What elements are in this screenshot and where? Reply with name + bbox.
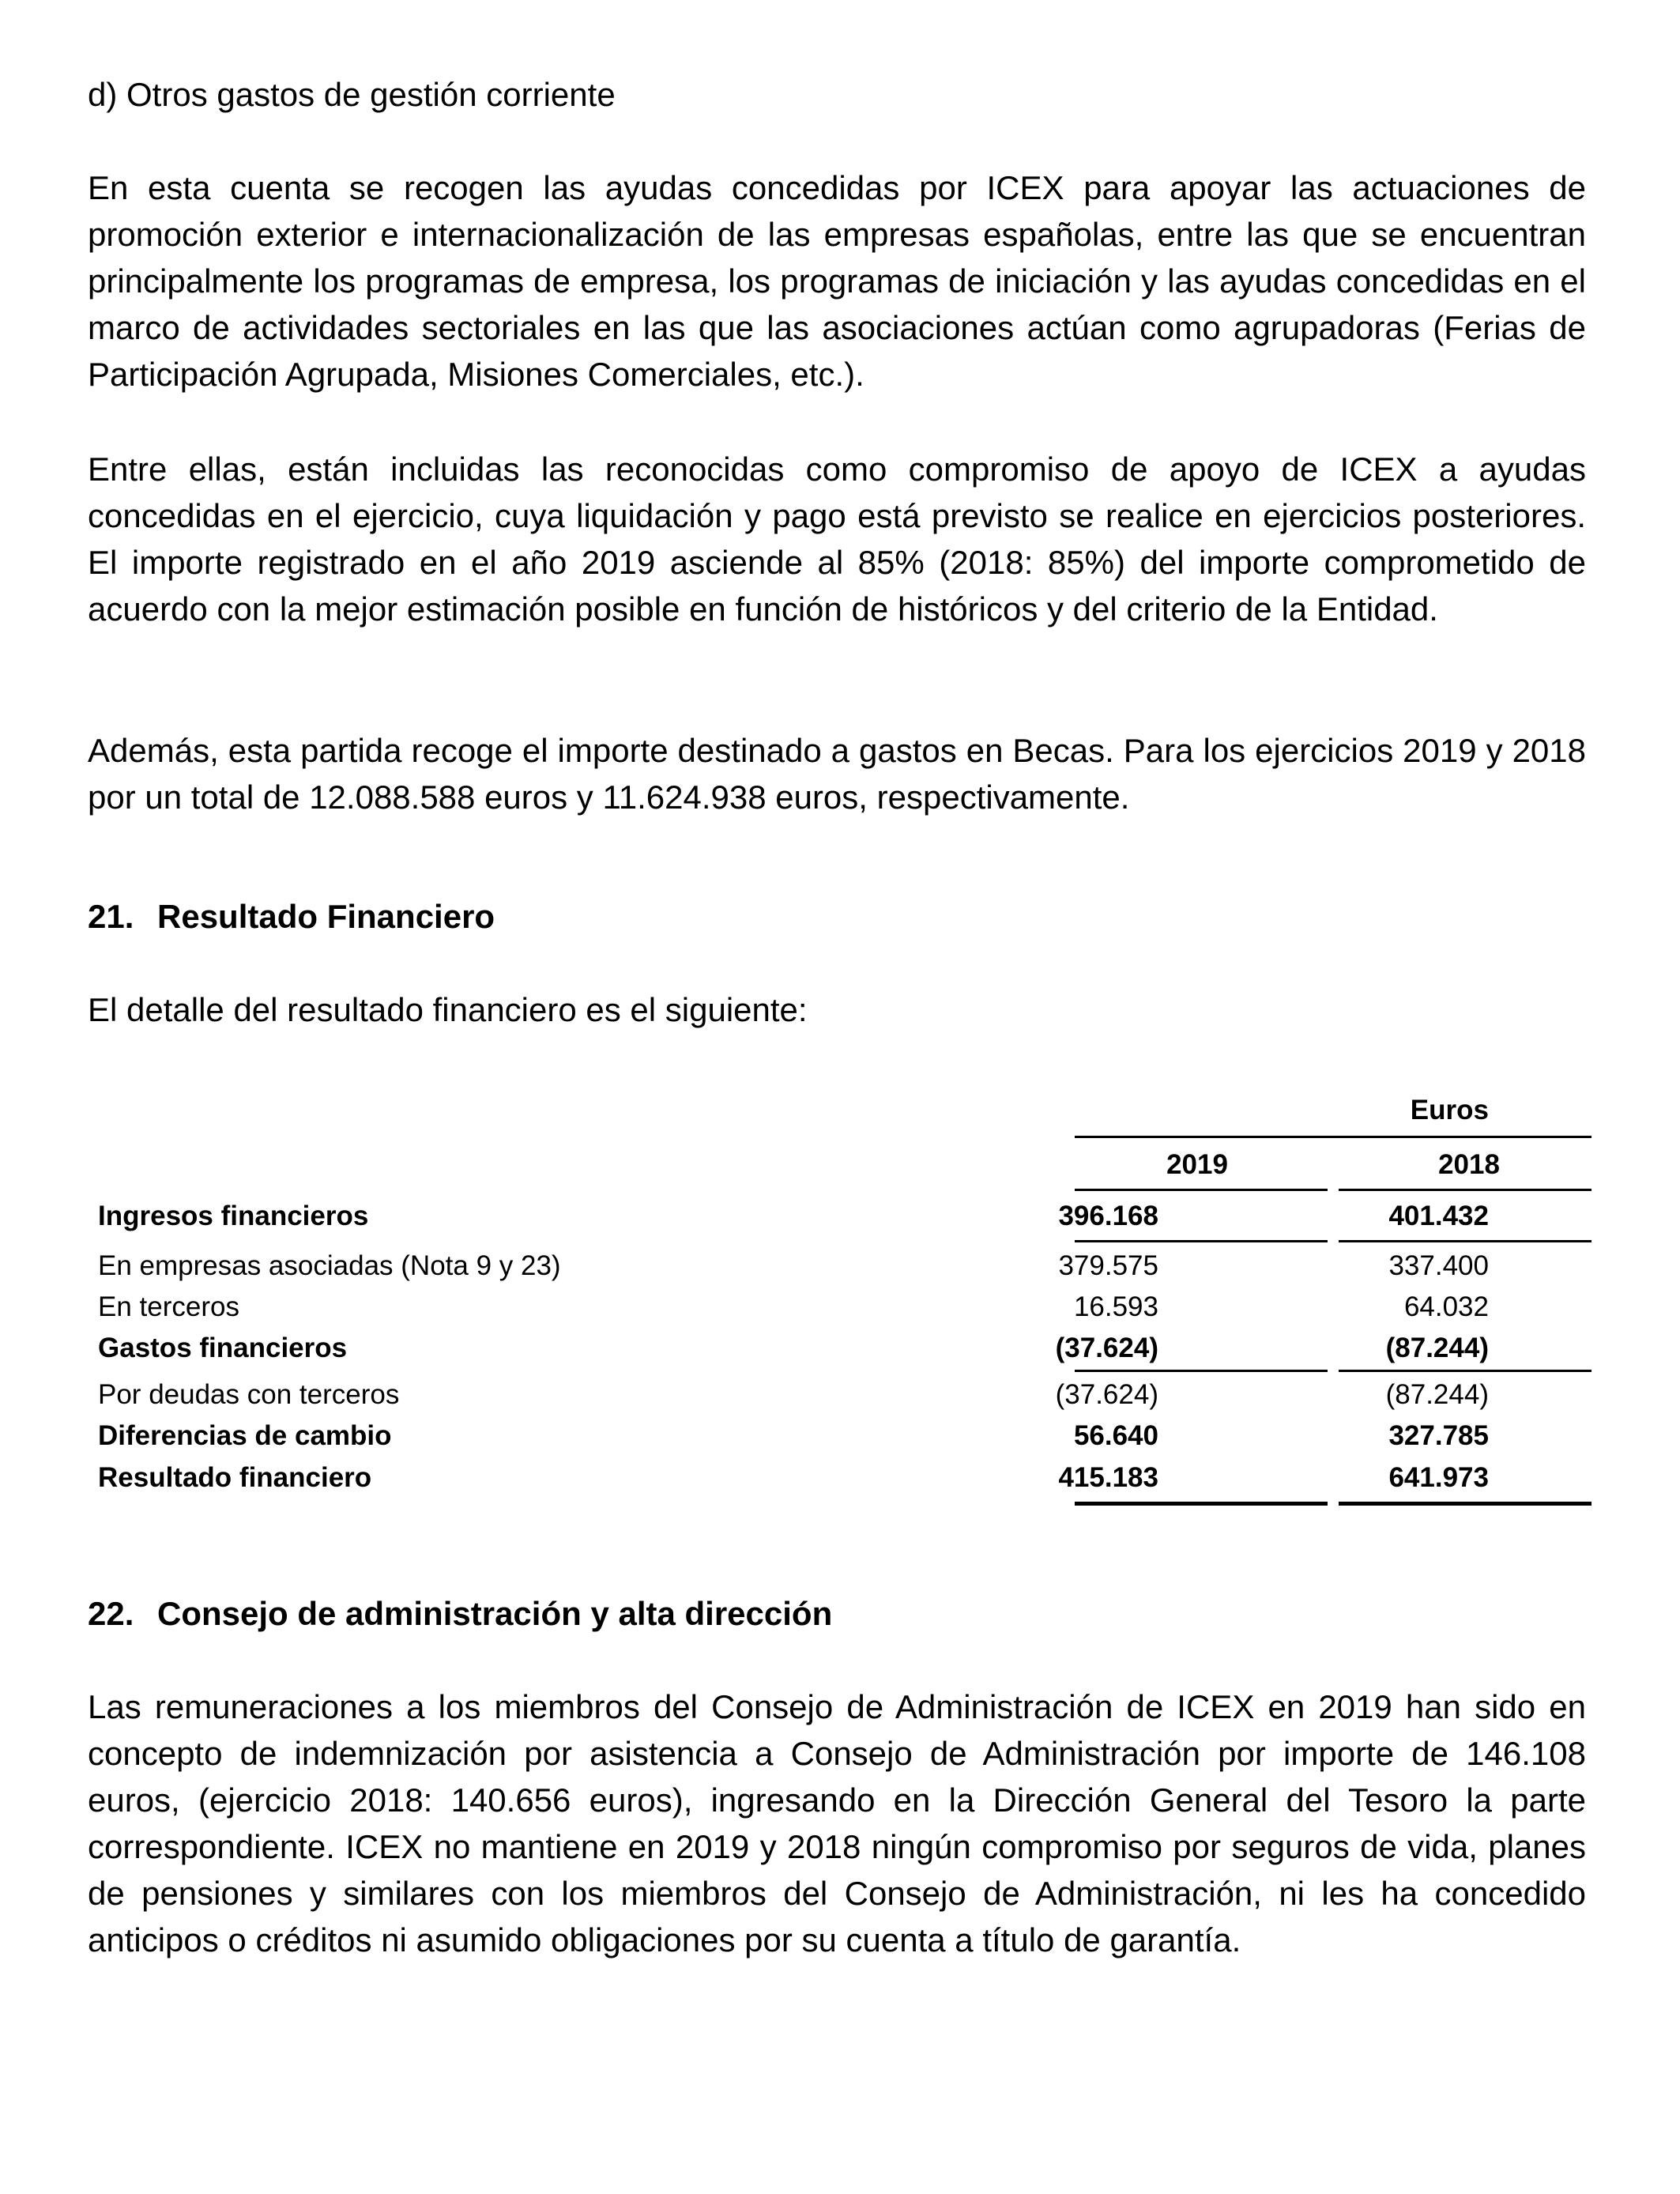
- table-intro: El detalle del resultado financiero es el siguiente:: [88, 991, 808, 1028]
- value-2018-cambio: 327.785: [1388, 1420, 1489, 1451]
- currency-label: Euros: [1410, 1095, 1489, 1125]
- value-2019-resultado: 415.183: [1058, 1462, 1158, 1493]
- section-title: Consejo de administración y alta dirección: [157, 1595, 833, 1632]
- value-2018-deudas: (87.244): [1385, 1379, 1489, 1410]
- value-2018-ingresos: 401.432: [1388, 1201, 1489, 1231]
- row-label-cambio: Diferencias de cambio: [98, 1420, 392, 1451]
- year-header-2018: 2018: [1438, 1149, 1500, 1180]
- value-2019-deudas: (37.624): [1055, 1379, 1158, 1410]
- value-2019-ingresos: 396.168: [1058, 1201, 1158, 1231]
- value-2019-asociadas: 379.575: [1058, 1250, 1158, 1281]
- section-title: Resultado Financiero: [157, 898, 495, 935]
- paragraph-compromisos: Entre ellas, están incluidas las reconocidas como compromiso de apoyo de ICEX a ayudas concedidas en el ejercicio, cuya liquidación y pago está previsto se realice en ejercicios posteriores. El importe registrado en el año 2019 asciende al 85% (2018: 85%) del importe comprometido de acuerdo con la mejor estimación posible en función de históricos y del criterio de la Entidad.: [88, 450, 1586, 628]
- section-number: 22.: [88, 1595, 134, 1632]
- row-label-terceros: En terceros: [98, 1291, 239, 1322]
- total-rule-2018: [1339, 1502, 1591, 1506]
- total-rule-2019: [1075, 1502, 1328, 1506]
- row-label-ingresos: Ingresos financieros: [98, 1201, 369, 1231]
- paragraph-remuneraciones: Las remuneraciones a los miembros del Consejo de Administración de ICEX en 2019 han sido en concepto de indemnización por asistencia a Consejo de Administración por importe de 146.108 euros, (ejercicio 2018: 140.656 euros), ingresando en la Dirección General del Tesoro la parte correspondiente. ICEX no mantiene en 2019 y 2018 ningún compromiso por seguros de vida, planes de pensiones y similares con los miembros del Consejo de Administración, ni les ha concedido anticipos o créditos ni asumido obligaciones por su cuenta a título de garantía.: [88, 1688, 1586, 1958]
- paragraph-becas: Además, esta partida recoge el importe destinado a gastos en Becas. Para los ejercicios 2019 y 2018 por un total de 12.088.588 euros y 11.624.938 euros, respectivamente.: [88, 732, 1586, 816]
- section-heading-22: [88, 1590, 832, 1637]
- currency-rule: [1075, 1136, 1591, 1138]
- section-heading-21: [88, 893, 495, 940]
- value-2019-terceros: 16.593: [1073, 1291, 1158, 1322]
- subtotal-rule-2019: [1075, 1240, 1328, 1242]
- gastos-rule-2019: [1075, 1370, 1328, 1372]
- section-number: 21.: [88, 898, 134, 935]
- subtotal-rule-2018: [1339, 1240, 1591, 1242]
- subsection-title: d) Otros gastos de gestión corriente: [88, 76, 616, 113]
- row-label-deudas: Por deudas con terceros: [98, 1379, 400, 1410]
- value-2018-resultado: 641.973: [1388, 1462, 1489, 1493]
- value-2018-asociadas: 337.400: [1388, 1250, 1489, 1281]
- row-label-asociadas: En empresas asociadas (Nota 9 y 23): [98, 1250, 561, 1281]
- paragraph-ayudas: En esta cuenta se recogen las ayudas concedidas por ICEX para apoyar las actuaciones de promoción exterior e internacionalización de las empresas españolas, entre las que se encuentran principalmente los programas de empresa, los programas de iniciación y las ayudas concedidas en el marco de actividades sectoriales en las que las asociaciones actúan como agrupadoras (Ferias de Participación Agrupada, Misiones Comerciales, etc.).: [88, 169, 1586, 393]
- header-rule-2018: [1339, 1189, 1591, 1191]
- row-label-resultado: Resultado financiero: [98, 1462, 372, 1493]
- row-label-gastos: Gastos financieros: [98, 1333, 348, 1363]
- value-2019-cambio: 56.640: [1073, 1420, 1158, 1451]
- year-header-2019: 2019: [1166, 1149, 1228, 1180]
- value-2018-terceros: 64.032: [1403, 1291, 1489, 1322]
- value-2019-gastos: (37.624): [1055, 1333, 1158, 1363]
- header-rule-2019: [1075, 1189, 1328, 1191]
- value-2018-gastos: (87.244): [1385, 1333, 1489, 1363]
- gastos-rule-2018: [1339, 1370, 1591, 1372]
